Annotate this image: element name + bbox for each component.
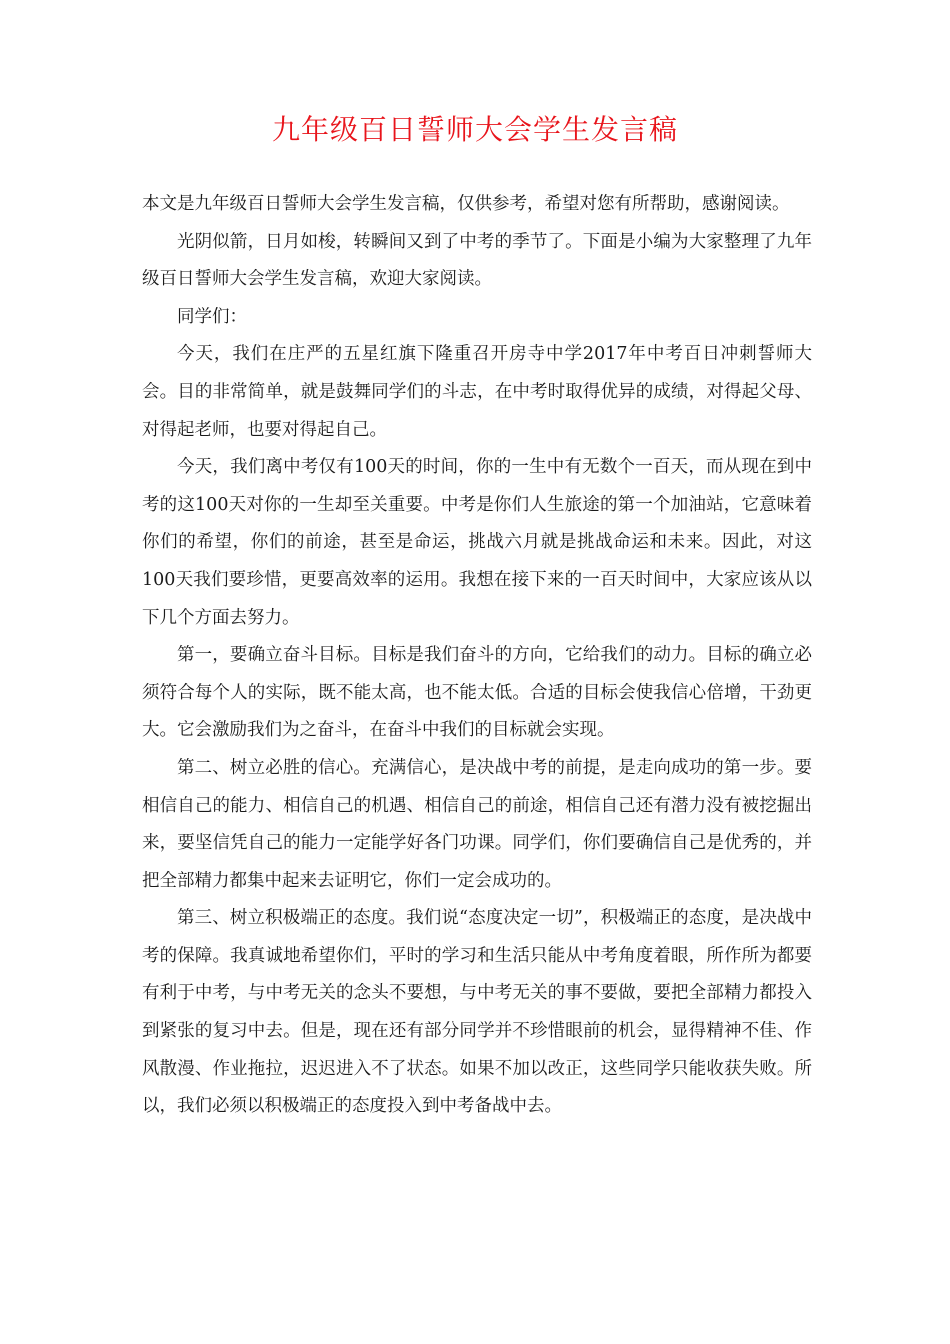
paragraph: 光阴似箭，日月如梭，转瞬间又到了中考的季节了。下面是小编为大家整理了九年级百日誓师大会学生发言稿，欢迎大家阅读。: [142, 231, 812, 290]
paragraph: 今天，我们离中考仅有100天的时间，你的一生中有无数个一百天，而从现在到中考的这100天对你的一生却至关重要。中考是你们人生旅途的第一个加油站，它意味着你们的希望，你们的前途，甚至是命运，挑战六月就是挑战命运和未来。因此，对这100天我们要珍惜，更要高效率的运用。我想在接下来的一百天时间中，大家应该从以下几个方面去努力。: [142, 457, 812, 628]
paragraph: 今天，我们在庄严的五星红旗下隆重召开房寺中学2017年中考百日冲刺誓师大会。目的非常简单，就是鼓舞同学们的斗志，在中考时取得优异的成绩，对得起父母、对得起老师，也要对得起自己。: [142, 344, 812, 440]
paragraph-salutation: 同学们：: [177, 306, 247, 327]
paragraph: 第三、树立积极端正的态度。我们说“态度决定一切”，积极端正的态度，是决战中考的保障。我真诚地希望你们，平时的学习和生活只能从中考角度着眼，所作所为都要有利于中考，与中考无关的念头不要想，与中考无关的事不要做，要把全部精力都投入到紧张的复习中去。但是，现在还有部分同学并不珍惜眼前的机会，显得精神不佳、作风散漫、作业拖拉，迟迟进入不了状态。如果不加以改正，这些同学只能收获失败。所以，我们必须以积极端正的态度投入到中考备战中去。: [142, 908, 812, 1117]
document-body: [142, 186, 812, 1126]
paragraph: 第一，要确立奋斗目标。目标是我们奋斗的方向，它给我们的动力。目标的确立必须符合每个人的实际，既不能太高，也不能太低。合适的目标会使我信心倍增，干劲更大。它会激励我们为之奋斗，在奋斗中我们的目标就会实现。: [142, 645, 812, 741]
paragraph: 第二、树立必胜的信心。充满信心，是决战中考的前提，是走向成功的第一步。要相信自己的能力、相信自己的机遇、相信自己的前途，相信自己还有潜力没有被挖掘出来，要坚信凭自己的能力一定能学好各门功课。同学们，你们要确信自己是优秀的，并把全部精力都集中起来去证明它，你们一定会成功的。: [142, 757, 812, 891]
document-title: 九年级百日誓师大会学生发言稿: [271, 113, 678, 146]
paragraph-intro: 本文是九年级百日誓师大会学生发言稿，仅供参考，希望对您有所帮助，感谢阅读。: [142, 194, 790, 214]
